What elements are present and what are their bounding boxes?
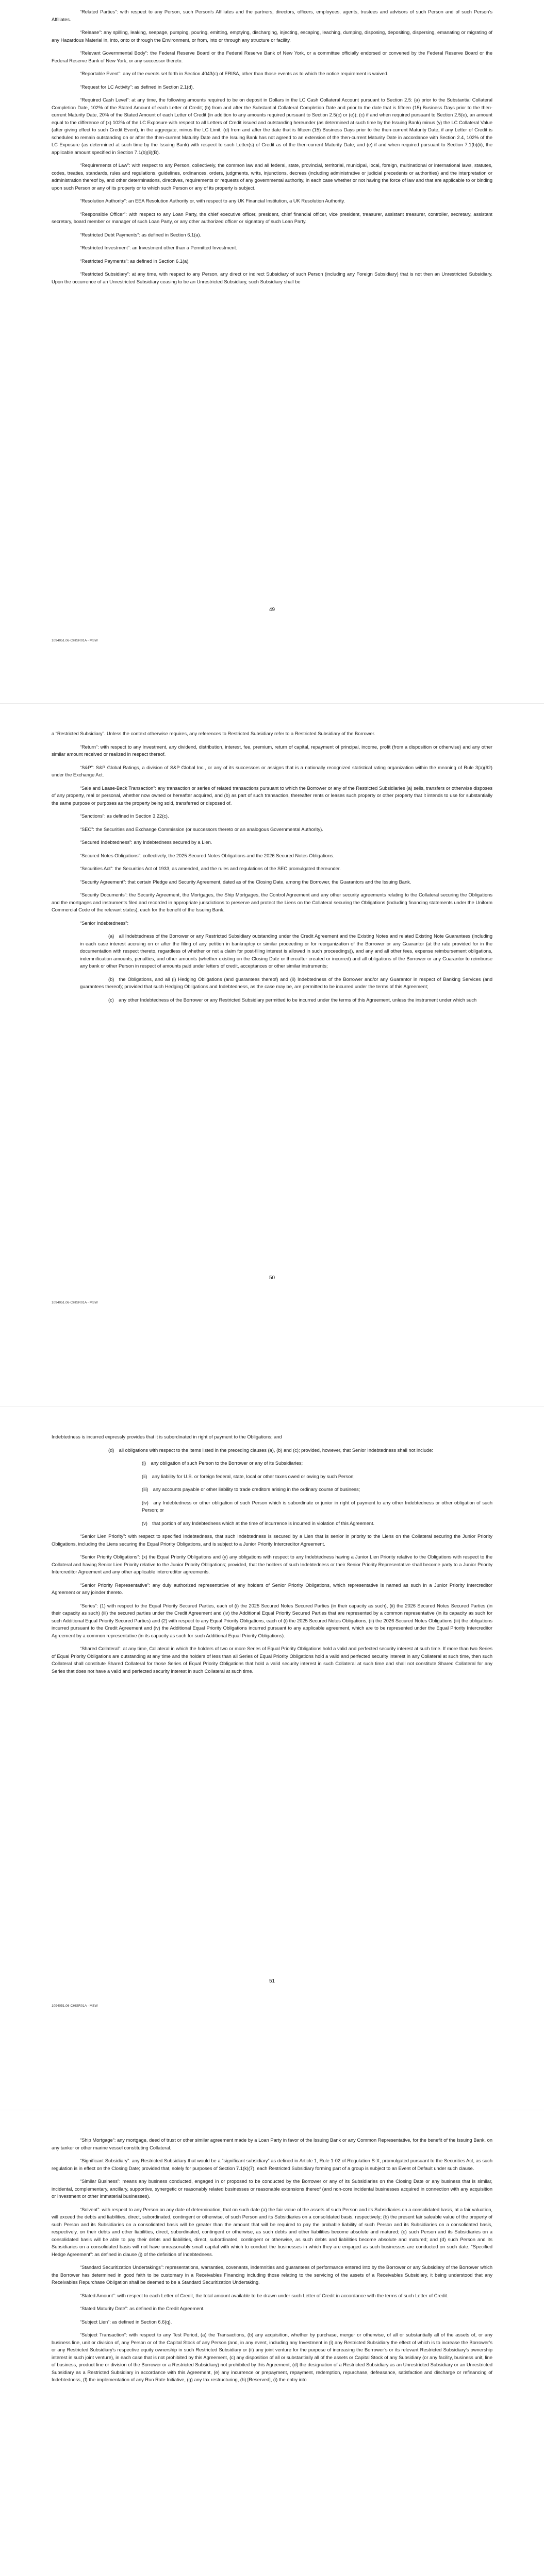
- definition-senior-indebtedness: “Senior Indebtedness”:: [80, 920, 129, 926]
- exclusion-clause-iv: (iv) any Indebtedness or other obligation of such Person which is subordinate or junior in right of payment to any other Indebtedness or other obligation of such Person; or: [142, 1500, 492, 1513]
- definition-subject-transaction: “Subject Transaction”: with respect to any Test Period, (a) the Transactions, (b) any acquisition, whether by purchase, merger or otherwise, of all or substantially all of the assets of, or any business line, unit or division of, any Person or of the Capital Stock of any Person (and, in any event, including any Investment in (i) any Restricted Subsidiary the effect of which is to increase the Borrower’s or any Restricted Subsidiary’s respective equity ownership in such Restricted Subsidiary or (ii) any joint venture for the purpose of increasing the Borrower’s or its relevant Restricted Subsidiary’s ownership interest in such joint venture), in each case that is not prohibited by this Agreement, (c) any disposition of all or substantially all of the assets or Capital Stock of any Subsidiary (or any facility, business unit, line of business, product line or division of the Borrower or a Restricted Subsidiary) not prohibited by this Agreement, (d) the designation of a Restricted Subsidiary as an Unrestricted Subsidiary or an Unrestricted Subsidiary as a Restricted Subsidiary in accordance with this Agreement, (e) any incurrence or prepayment, repayment, redemption, repurchase, defeasance, satisfaction and discharge or refinancing of Indebtedness, (f) the implementation of any Run Rate Initiative, (g) any tax restructuring, (h) [Reserved], (i) the entry into: [52, 2332, 492, 2382]
- senior-indebtedness-clause-c: (c) any other Indebtedness of the Borrower or any Restricted Subsidiary permitted to be incurred under the terms of this Agreement, unless the instrument under which such: [108, 997, 477, 1003]
- page-50: [0, 703, 544, 1406]
- definition-relevant-governmental-body: “Relevant Governmental Body”: the Federal Reserve Board or the Federal Reserve Bank of New York, or a committee officially endorsed or convened by the Federal Reserve Board or the Federal Reserve Bank of New York, or any successor thereto.: [52, 50, 492, 63]
- definition-shared-collateral: “Shared Collateral”: at any time, Collateral in which the holders of two or more Series of Equal Priority Obligations hold a valid and perfected security interest at such time. If more than two Series of Equal Priority Obligations are outstanding at any time and the holders of less than all Series of Equal Priority Obligations hold a valid and perfected security interest in any Collateral at such time, then such Collateral shall constitute Shared Collateral for those Series of Equal Priority Obligations that hold a valid security interest in such Collateral at such time and shall not constitute Shared Collateral for any Series that does not have a valid and perfected security interest in such Collateral at such time.: [52, 1646, 492, 1674]
- page-number: 50: [269, 1275, 275, 1281]
- definition-reportable-event: “Reportable Event”: any of the events set forth in Section 4043(c) of ERISA, other than those events as to which the notice requirement is waived.: [80, 71, 389, 76]
- definition-stated-amount: “Stated Amount”: with respect to each Letter of Credit, the total amount available to be drawn under such Letter of Credit in accordance with the terms of such Letter of Credit.: [80, 2293, 449, 2298]
- page-number: 51: [269, 1978, 275, 1984]
- exclusion-clause-ii: (ii) any liability for U.S. or foreign federal, state, local or other taxes owed or owing by such Person;: [142, 1473, 355, 1479]
- definition-restricted-investment: “Restricted Investment”: an Investment other than a Permitted Investment.: [80, 245, 237, 250]
- definition-subject-lien: “Subject Lien”: as defined in Section 6.6(q).: [80, 2319, 172, 2325]
- definition-related-parties: “Related Parties”: with respect to any Person, such Person’s Affiliates and the partners, directors, officers, employees, agents, trustees and advisors of such Person and of such Person’s Affiliates.: [52, 9, 492, 22]
- definition-similar-business: “Similar Business”: means any business conducted, engaged in or proposed to be conducted by the Borrower or any of its Subsidiaries on the Closing Date or any business that is similar, incidental, complementary, ancillary, supportive, synergetic or reasonably related businesses or reasonable extensions thereof (and non-core incidental businesses acquired in connection with any acquisition or Investment or other immaterial businesses).: [52, 2179, 492, 2199]
- definition-required-cash-level: “Required Cash Level”: at any time, the following amounts required to be on deposit in Dollars in the LC Cash Collateral Account pursuant to Section 2.5: (a) prior to the Substantial Collateral Completion Date, 102% of the Stated Amount of each Letter of Credit; (b) from and after the Substantial Collateral Completion Date and prior to the date that is fifteen (15) Business Days prior to the then-current Maturity Date, 20% of the Stated Amount of each Letter of Credit (in addition to any amounts required pursuant to Section 2.5(c) or (e)); (c) if and when required pursuant to Section 2.5(e), an amount equal to the difference of (x) 102% of the LC Exposure with respect to all Letters of Credit issued and outstanding hereunder (as determined at such time by the Issuing Bank) minus (y) the LC Collateral Value (after giving effect to such Credit Event), in the aggregate, minus the LC Limit; (d) from and after the date that is fifteen (15) Business Days prior to the then-current Maturity Date, if any Letter of Credit is scheduled to remain outstanding on or after the then-current Maturity Date and the Issuing Bank has not agreed to an extension of the then-current Maturity Date in accordance with Section 2.4, 102% of the LC Exposure (as determined at such time by the Issuing Bank) with respect to such Letter(s) of Credit as of the then-current Maturity Date; and (e) if and when required pursuant to Section 7.1(b)(ii), the applicable amount specified in Section 7.1(b)(ii)(B).: [52, 97, 492, 155]
- exclusion-clause-v: (v) that portion of any Indebtedness which at the time of incurrence is incurred in violation of this Agreement.: [142, 1520, 375, 1526]
- senior-indebtedness-clause-d: (d) all obligations with respect to the items listed in the preceding clauses (a), (b) and (c); provided, however, that Senior Indebtedness shall not include:: [108, 1447, 433, 1453]
- definition-sec: “SEC”: the Securities and Exchange Commission (or successors thereto or an analogous Governmental Authority).: [80, 826, 323, 832]
- document-footer-code: 1094051.06-CHISR01A - MSW: [52, 2004, 98, 2008]
- definition-restricted-debt-payments: “Restricted Debt Payments”: as defined in Section 6.1(a).: [80, 232, 202, 238]
- document-footer-code: 1094051.06-CHISR01A - MSW: [52, 639, 98, 642]
- page-body: [52, 1433, 492, 1681]
- page-number: 49: [269, 607, 275, 613]
- exclusion-clause-iii: (iii) any accounts payable or other liability to trade creditors arising in the ordinary course of business;: [142, 1487, 360, 1492]
- definition-security-documents: “Security Documents”: the Security Agreement, the Mortgages, the Ship Mortgages, the Control Agreement and any other security agreements relating to the Collateral securing the Obligations and the mortgages and instruments filed and recorded in appropriate jurisdictions to preserve and protect the Liens on the Collateral securing the Obligations (including financing statements under the Uniform Commercial Code of the relevant states), each for the benefit of the Issuing Bank.: [52, 892, 492, 912]
- definition-requirements-of-law: “Requirements of Law”: with respect to any Person, collectively, the common law and all federal, state, provincial, territorial, municipal, local, foreign, multinational or international laws, statutes, codes, treaties, standards, rules and regulations, guidelines, ordinances, orders, judgments, writs, injunctions, decrees (including administrative or judicial precedents or authorities) and the interpretation or administration thereof by, and other determinations, directives, requirements or requests of any governmental authority, in each case whether or not having the force of law and that are applicable to or binding upon such Person or any of its property or to which such Person or any of its property is subject.: [52, 163, 492, 191]
- definition-senior-priority-representative: “Senior Priority Representative”: any duly authorized representative of any holders of Senior Priority Obligations, which representative is named as such in a Junior Priority Intercreditor Agreement or any joinder thereto.: [52, 1582, 492, 1595]
- page-body: [52, 8, 492, 291]
- definition-stated-maturity-date: “Stated Maturity Date”: as defined in the Credit Agreement.: [80, 2306, 205, 2311]
- definition-senior-priority-obligations: “Senior Priority Obligations”: (x) the Equal Priority Obligations and (y) any obligations with respect to any Indebtedness having a Junior Lien Priority relative to the Obligations with respect to the Collateral and having Senior Lien Priority relative to the Junior Priority Obligations; provided, that the holders of such Indebtedness or their Senior Priority Representative shall become party to a Junior Priority Intercreditor Agreement and any other applicable intercreditor agreements.: [52, 1554, 492, 1574]
- definition-sale-and-lease-back: “Sale and Lease-Back Transaction”: any transaction or series of related transactions pursuant to which the Borrower or any of the Restricted Subsidiaries (a) sells, transfers or otherwise disposes of any property, real or personal, whether now owned or hereafter acquired, and (b) as part of such transaction, thereafter rents or leases such property or other property that it intends to use for substantially the same purpose or purposes as the property being sold, transferred or disposed of.: [52, 785, 492, 806]
- definition-restricted-subsidiary-continued: a “Restricted Subsidiary”. Unless the context otherwise requires, any references to Restricted Subsidiary refer to a Restricted Subsidiary of the Borrower.: [52, 731, 375, 736]
- document-footer-code: 1094051.06-CHISR01A - MSW: [52, 1301, 98, 1304]
- exclusion-clause-i: (i) any obligation of such Person to the Borrower or any of its Subsidiaries;: [142, 1461, 303, 1466]
- page-51: [0, 1406, 544, 2110]
- definition-securities-act: “Securities Act”: the Securities Act of 1933, as amended, and the rules and regulations of the SEC promulgated thereunder.: [80, 866, 341, 871]
- definition-sanctions: “Sanctions”: as defined in Section 3.22(c).: [80, 814, 169, 819]
- definition-significant-subsidiary: “Significant Subsidiary”: any Restricted Subsidiary that would be a “significant subsidiary” as defined in Article 1, Rule 1-02 of Regulation S-X, promulgated pursuant to the Securities Act, as such regulation is in effect on the Closing Date; provided that, solely for purposes of Section 7.1(k)(7), each Restricted Subsidiary forming part of a group is subject to an Event of Default under such clause.: [52, 2158, 492, 2171]
- definition-release: “Release”: any spilling, leaking, seepage, pumping, pouring, emitting, emptying, discharging, injecting, escaping, leaching, dumping, disposing, depositing, dispersing, emanating or migrating of any Hazardous Material in, into, onto or through the Environment, or from, into or through any structure or facility.: [52, 30, 492, 43]
- page-body: [52, 2137, 492, 2389]
- definition-solvent: “Solvent”: with respect to any Person on any date of determination, that on such date (a) the fair value of the assets of such Person and its Subsidiaries on a consolidated basis, at a fair valuation, will exceed the debts and liabilities, direct, subordinated, contingent or otherwise, of such Person and its Subsidiaries on a consolidated basis, respectively; (b) the present fair saleable value of the property of such Person and its Subsidiaries on a consolidated basis will be greater than the amount that will be required to pay the probable liability of such Person and its Subsidiaries on a consolidated basis, respectively, on their debts and other liabilities, direct, subordinated, contingent or otherwise, as such debts and other liabilities become absolute and matured; (c) such Person and its Subsidiaries on a consolidated basis will be able to pay their debts and liabilities, direct, subordinated, contingent or otherwise, as such debts and liabilities become absolute and matured; and (d) such Person and its Subsidiaries on a consolidated basis will not have unreasonably small capital with which to conduct the businesses in which they are engaged as such businesses are conducted on such date. “Specified Hedge Agreement”: as defined in clause (j) of the definition of Indebtedness.: [52, 2207, 492, 2257]
- definition-secured-notes-obligations: “Secured Notes Obligations”: collectively, the 2025 Secured Notes Obligations and the 2026 Secured Notes Obligations.: [80, 853, 335, 858]
- page-body: [52, 730, 492, 1009]
- definition-restricted-subsidiary: “Restricted Subsidiary”: at any time, with respect to any Person, any direct or indirect Subsidiary of such Person (including any Foreign Subsidiary) that is not then an Unrestricted Subsidiary. Upon the occurrence of an Unrestricted Subsidiary ceasing to be an Unrestricted Subsidiary, such Subsidiary shall be: [52, 272, 492, 284]
- page-49: [0, 0, 544, 703]
- senior-indebtedness-clause-a: (a) all Indebtedness of the Borrower or any Restricted Subsidiary outstanding under the Credit Agreement and the Existing Notes and related Existing Note Guarantees (including in each case interest accruing on or after the filing of any petition in bankruptcy or similar proceeding or for reorganization of the Borrower or any Guarantor (at the rate provided for in the documentation with respect thereto, regardless of whether or not a claim for post-filing interest is allowed in such proceedings)), and any and all other fees, expense reimbursement obligations, indemnification amounts, penalties, and other amounts (whether existing on the Closing Date or thereafter created or incurred) and all obligations of the Borrower or any Guarantor to reimburse any bank or other Person in respect of amounts paid under letters of credit, acceptances or other similar instruments;: [80, 934, 492, 969]
- definition-responsible-officer: “Responsible Officer”: with respect to any Loan Party, the chief executive officer, president, chief financial officer, vice president, treasurer, assistant treasurer, controller, secretary, assistant secretary, board member or manager of such Loan Party, or any other authorized officer or signatory of such Loan Party.: [52, 211, 492, 224]
- definition-standard-securitization-undertakings: “Standard Securitization Undertakings”: representations, warranties, covenants, indemnities and guarantees of performance entered into by the Borrower or any Subsidiary of the Borrower which the Borrower has determined in good faith to be customary in a Receivables Financing including those relating to the servicing of the assets of a Receivables Subsidiary, it being understood that any Receivables Repurchase Obligation shall be deemed to be a Standard Securitization Undertaking.: [52, 2265, 492, 2285]
- definition-restricted-payments: “Restricted Payments”: as defined in Section 6.1(a).: [80, 258, 190, 264]
- definition-return: “Return”: with respect to any Investment, any dividend, distribution, interest, fee, premium, return of capital, repayment of principal, income, profit (from a disposition or otherwise) and any other similar amount received or realized in respect thereof.: [52, 744, 492, 757]
- definition-senior-lien-priority: “Senior Lien Priority”: with respect to specified Indebtedness, that such Indebtedness is secured by a Lien that is senior in priority to the Liens on the Collateral securing the Junior Priority Obligations, including the Liens securing the Equal Priority Obligations, and is subject to a Junior Priority Intercreditor Agreement.: [52, 1534, 492, 1547]
- page-52: [0, 2110, 544, 2576]
- definition-secured-indebtedness: “Secured Indebtedness”: any Indebtedness secured by a Lien.: [80, 840, 212, 845]
- definition-sp: “S&P”: S&P Global Ratings, a division of S&P Global Inc., or any of its successors or assigns that is a nationally recognized statistical rating organization within the meaning of Rule 3(a)(62) under the Exchange Act.: [52, 765, 492, 777]
- definition-series: “Series”: (1) with respect to the Equal Priority Secured Parties, each of (i) the 2025 Secured Notes Secured Parties (in their capacity as such), (ii) the 2026 Secured Notes Secured Parties (in their capacity as such) (iii) the secured parties under the Credit Agreement and (iv) the Additional Equal Priority Secured Parties that are represented by a common representative (in its capacity as such for such Additional Equal Priority Secured Parties) and (2) with respect to any Equal Priority Obligations, each of (i) the 2025 Secured Notes Obligations, (ii) the 2026 Secured Notes Obligations (iii) the obligations incurred pursuant to the Credit Agreement and (iv) the Additional Equal Priority Obligations incurred pursuant to any applicable agreement, which are to be represented under the Equal Priority Intercreditor Agreement by a common representative (in its capacity as such for such Additional Equal Priority Obligations).: [52, 1603, 492, 1638]
- definition-ship-mortgage: “Ship Mortgage”: any mortgage, deed of trust or other similar agreement made by a Loan Party in favor of the Issuing Bank or any Common Representative, for the benefit of the Issuing Bank, on any tanker or other marine vessel constituting Collateral.: [52, 2138, 492, 2150]
- senior-indebtedness-clause-c-continued: Indebtedness is incurred expressly provides that it is subordinated in right of payment to the Obligations; and: [52, 1434, 282, 1439]
- senior-indebtedness-clause-b: (b) the Obligations, and all (i) Hedging Obligations (and guarantees thereof) and (ii) Indebtedness of the Borrower and/or any Guarantor in respect of Banking Services (and guarantees thereof); provided that such Hedging Obligations and Indebtedness, as the case may be, are permitted to be incurred under the terms of this Agreement;: [80, 976, 492, 989]
- definition-request-for-lc-activity: “Request for LC Activity”: as defined in Section 2.1(d).: [80, 84, 194, 90]
- definition-resolution-authority: “Resolution Authority”: an EEA Resolution Authority or, with respect to any UK Financial Institution, a UK Resolution Authority.: [80, 198, 345, 204]
- definition-security-agreement: “Security Agreement”: that certain Pledge and Security Agreement, dated as of the Closing Date, among the Borrower, the Guarantors and the Issuing Bank.: [80, 879, 411, 885]
